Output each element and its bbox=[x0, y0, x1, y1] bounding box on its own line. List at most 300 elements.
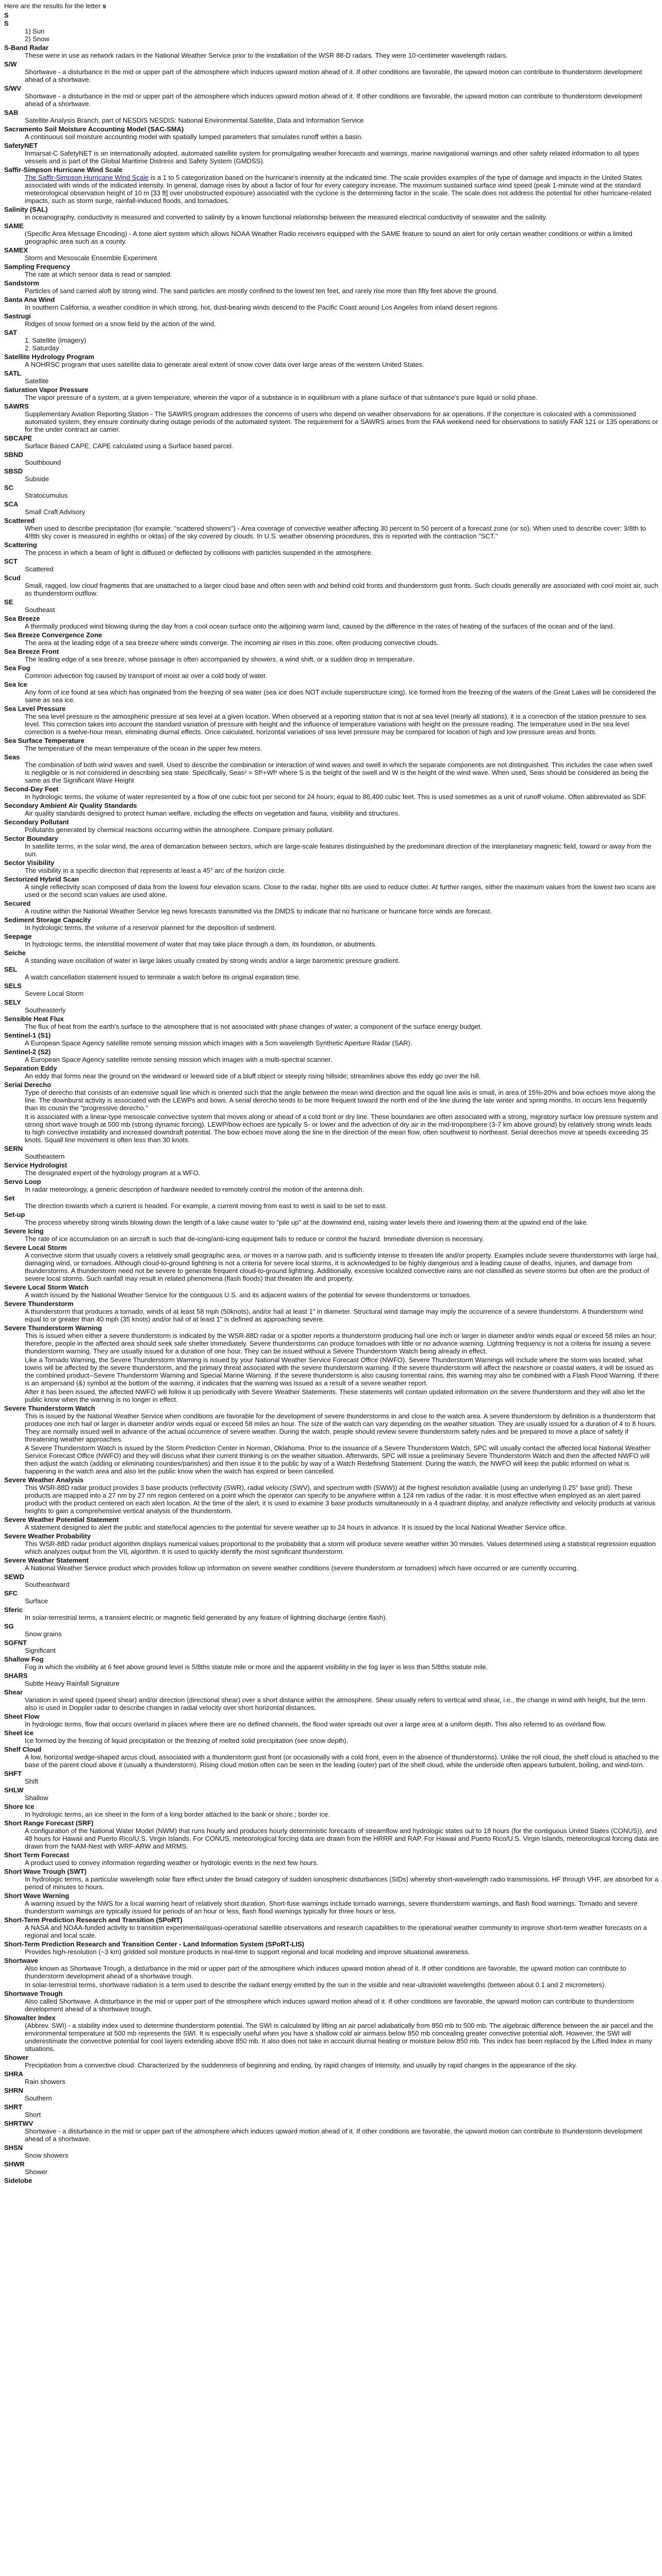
glossary-term: Second-Day Feet bbox=[4, 785, 59, 793]
glossary-definition bbox=[25, 475, 659, 483]
definition-paragraph: A statement designed to alert the public and state/local agencies to the potential for severe weather up to 24 hours in advance. It is issued by the local National Weather Service office. bbox=[25, 1523, 567, 1531]
glossary-definition bbox=[25, 1720, 659, 1728]
glossary-term: Shortwave bbox=[4, 1957, 38, 1964]
definition-text: is a 1 to 5 categorization based on the hurricane's intensity at the indicated time. The scale provides examples of the type of damage and impacts in the United States associated with winds of the indicated intensity. In general, damage rises by about a factor of four for every category increase. The maximum sustained surface wind speed (peak 1-minute wind at the standard meteorological observation height of 10 m [33 ft] over unobstructed exposure) associated with the cyclone is the determining factor in the scale. The scale does not address the potential for other hurricane-related impacts, such as storm surge, rainfall-induced floods, and tornadoes. bbox=[25, 174, 652, 205]
glossary-entry bbox=[4, 900, 659, 915]
definition-paragraph: The leading edge of a sea breeze, whose passage is often accompanied by showers, a wind shift, or a sudden drop in temperature. bbox=[25, 655, 415, 663]
definition-paragraph: The rate at which sensor data is read or sampled. bbox=[25, 270, 172, 278]
glossary-definition bbox=[25, 1948, 659, 1956]
definition-paragraph: After it has been issued, the affected NWFO will follow it up periodically with Severe Weather Statements. These statements will contain updated information on the severe thunderstorm and they will also let the public know when the warning is no longer in effect. bbox=[25, 1388, 646, 1403]
glossary-definition bbox=[25, 68, 659, 83]
definition-paragraph: In hydrologic terms, an ice sheet in the form of a long border attached to the bank or shore.; border ice. bbox=[25, 1810, 330, 1818]
glossary-definition bbox=[25, 655, 659, 663]
definition-list-item: 2) Snow bbox=[25, 35, 49, 43]
glossary-term: SCA bbox=[4, 500, 19, 508]
glossary-term: SHRTWV bbox=[4, 2120, 34, 2127]
definition-paragraph: A watch cancellation statement issued to terminate a watch before its original expiration time. bbox=[25, 973, 301, 981]
glossary-entry bbox=[4, 598, 659, 614]
glossary-term: Sensible Heat Flux bbox=[4, 1015, 64, 1023]
glossary-entry bbox=[4, 1324, 659, 1403]
glossary-entry bbox=[4, 998, 659, 1014]
glossary-entry bbox=[4, 802, 659, 817]
definition-paragraph: Shower bbox=[25, 2168, 48, 2176]
glossary-definition bbox=[25, 92, 659, 108]
glossary-definition bbox=[25, 1663, 659, 1671]
glossary-entry bbox=[4, 933, 659, 948]
definition-paragraph: A National Weather Service product which provides follow up information on severe weather conditions (severe thunderstorm or tornadoes) which have occurred or are currently occurring. bbox=[25, 1564, 578, 1572]
glossary-term: Sea Breeze Convergence Zone bbox=[4, 631, 103, 639]
definition-paragraph: These were in use as network radars in the National Weather Service prior to the installation of the WSR 88-D radars. They were 10-centimeter wavelength radars. bbox=[25, 52, 508, 59]
definition-paragraph: Like a Tornado Warning, the Severe Thunderstorm Warning is issued by your National Weather Service Forecast Office (NWFO). Severe Thunderstorm Warnings will include where the storm was located, what towns will be affected by the severe thunderstorm, and the primary threat associated with the severe thunderstorm warning. If the severe thunderstorm will affect the nearshore or coastal waters, it will be issued as the combined product--Severe Thunderstorm Warning and Special Marine Warning. If the severe thunderstorm is also causing torrential rains, this warning may also be combined with a Flash Flood Warning. If there is an ampersand (&) symbol at the bottom of the warning, it indicates that the warning was issued as a result of a severe weather report. bbox=[25, 1356, 659, 1387]
glossary-entry bbox=[4, 1892, 659, 1915]
glossary-entry bbox=[4, 681, 659, 704]
glossary-entry bbox=[4, 2160, 659, 2176]
glossary-entry bbox=[4, 1194, 659, 1210]
glossary-term: Short Term Forecast bbox=[4, 1851, 70, 1859]
glossary-definition bbox=[25, 524, 659, 540]
glossary-entry bbox=[4, 263, 659, 278]
glossary-term: Severe Thunderstorm Watch bbox=[4, 1404, 95, 1412]
glossary-entry bbox=[4, 1639, 659, 1654]
definition-paragraph: Precipitation from a convective cloud. Characterized by the suddenness of beginning and ending, by rapid changes of intensity, and usually by rapid changes in the appearance of the sky. bbox=[25, 2061, 577, 2069]
glossary-entry bbox=[4, 1916, 659, 1939]
glossary-definition bbox=[25, 394, 659, 401]
definition-paragraph: The combination of both wind waves and swell. Used to describe the combination or interaction of wind waves and swell in which the separate components are not distinguished. This includes the case when swell is negligible or is not considered in describing sea state. Specifically, Seas² = Sf²+Wf² where S is the height of the swell and W is the height of the wind wave. When used, Seas should be considered as being the same as the Significant Wave Height bbox=[25, 761, 653, 784]
glossary-definition bbox=[25, 1523, 659, 1531]
glossary-term: Severe Weather Statement bbox=[4, 1556, 89, 1564]
glossary-term: SHLW bbox=[4, 1786, 24, 1794]
glossary-entry bbox=[4, 1729, 659, 1744]
glossary-term: Scattered bbox=[4, 517, 35, 524]
glossary-entry bbox=[4, 1770, 659, 1785]
glossary-term: Seepage bbox=[4, 933, 32, 940]
glossary-entry bbox=[4, 916, 659, 931]
glossary-definition bbox=[25, 1218, 659, 1226]
definition-list-item: 2. Saturday bbox=[25, 344, 59, 352]
definition-list bbox=[25, 336, 659, 352]
glossary-definition bbox=[25, 230, 659, 245]
definition-paragraph: Southeast bbox=[25, 606, 55, 614]
glossary-term: S bbox=[4, 20, 9, 27]
glossary-term: Shallow Fog bbox=[4, 1655, 44, 1663]
glossary-definition bbox=[25, 1647, 659, 1654]
glossary-term: SBCAPE bbox=[4, 434, 32, 442]
glossary-entry bbox=[4, 2103, 659, 2119]
glossary-definition bbox=[25, 1997, 659, 2013]
glossary-entry bbox=[4, 574, 659, 597]
glossary-entry bbox=[4, 1161, 659, 1177]
glossary-definition bbox=[25, 549, 659, 556]
glossary-entry bbox=[4, 1178, 659, 1193]
glossary-definition bbox=[25, 1291, 659, 1299]
glossary-entry bbox=[4, 353, 659, 368]
glossary-term: Shower bbox=[4, 2054, 28, 2061]
glossary-entry bbox=[4, 1655, 659, 1671]
glossary-entry bbox=[4, 1283, 659, 1299]
glossary-definition bbox=[25, 287, 659, 295]
definition-paragraph: Supplementary Aviation Reporting Station - The SAWRS program addresses the concerns of users who depend on weather observations for air operations. If the conjecture is colocated with a commissioned automated system, they ensure continuity during outage periods of the automated system. The requirement for a SAWRS arises from the FAA weekend need for observations to satisfy FAR 121 or 135 operations or for the under contract air carrier. bbox=[25, 410, 658, 433]
definition-paragraph: Southbound bbox=[25, 459, 61, 466]
glossary-definition bbox=[25, 606, 659, 614]
definition-paragraph: Particles of sand carried aloft by strong wind. The sand particles are mostly confined to the lowest ten feet, and rarely rise more than fifty feet above the ground. bbox=[25, 287, 498, 295]
glossary-entry bbox=[4, 1786, 659, 1802]
glossary-definition bbox=[25, 1777, 659, 1785]
definition-paragraph: The process whereby strong winds blowing down the length of a lake cause water to "pile up" at the downwind end, raising water levels there and lowering them at the upwind end of the lake. bbox=[25, 1218, 589, 1226]
glossary-term: Short Wave Trough (SWT) bbox=[4, 1868, 87, 1875]
glossary-entry bbox=[4, 965, 659, 981]
glossary-entry bbox=[4, 835, 659, 858]
definition-paragraph: Satellite bbox=[25, 377, 49, 385]
glossary-entry bbox=[4, 1851, 659, 1867]
definition-paragraph: In radar meteorology, a generic description of hardware needed to remotely control the motion of the antenna dish. bbox=[25, 1185, 365, 1193]
glossary-entry bbox=[4, 875, 659, 899]
definition-paragraph: The direction towards which a current is headed. For example, a current moving from east to west is said to be set to east. bbox=[25, 1202, 387, 1210]
results-intro-letter: s bbox=[102, 2, 106, 10]
glossary-entry bbox=[4, 2120, 659, 2143]
glossary-entry bbox=[4, 1048, 659, 1063]
glossary-term: SGFNT bbox=[4, 1639, 27, 1647]
definition-paragraph: Ridges of snow formed on a snow field by the action of the wind. bbox=[25, 320, 216, 328]
glossary-term: Severe Local Storm bbox=[4, 1244, 67, 1251]
glossary-term: Santa Ana Wind bbox=[4, 296, 55, 303]
definition-paragraph: It is associated with a linear-type mesoscale convective system that moves along or ahead of a cold front or dry line. These boundaries are often associated with a strong, migratory surface low pressure system and strong short wave trough at 500 mb (strong dynamic forcing). LEWP/bow echoes are typically S- or lower and the advection of dry air in the mid-troposphere (3-7 km above ground) by relatively strong winds leads to high convective instability and increased downdraft potential. The bow echoes move along the line in the direction of the mean flow, often southwest to northeast. Serial derechos move at speeds exceeding 35 knots. Squall line movement is often less than 30 knots. bbox=[25, 1113, 658, 1144]
glossary-entry bbox=[4, 296, 659, 311]
glossary-term: SHFT bbox=[4, 1770, 22, 1777]
glossary-term: SAME bbox=[4, 222, 24, 230]
glossary-entry bbox=[4, 20, 659, 43]
definition-paragraph: Southeasterly bbox=[25, 1006, 66, 1014]
glossary-entry bbox=[4, 982, 659, 997]
glossary-term: Set-up bbox=[4, 1211, 25, 1218]
glossary-definition bbox=[25, 1810, 659, 1818]
glossary-definition bbox=[25, 688, 659, 704]
definition-paragraph: A NOHRSC program that uses satellite data to generate areal extent of snow cover data over large areas of the western United States. bbox=[25, 361, 424, 368]
results-intro-text: Here are the results for the letter bbox=[4, 2, 103, 10]
definition-paragraph: Shortwave - a disturbance in the mid or upper part of the atmosphere which induces upward motion ahead of it. If other conditions are favorable, the upward motion can contribute to thunderstorm development ahead of a shortwave. bbox=[25, 2127, 642, 2143]
definition-paragraph: Rain showers bbox=[25, 2078, 65, 2086]
definition-paragraph: Small Craft Advisory bbox=[25, 508, 86, 516]
definition-paragraph: Surface bbox=[25, 1597, 48, 1605]
definition-paragraph: The flux of heat from the earth's surface to the atmosphere that is not associated with phase changes of water; a component of the surface energy budget. bbox=[25, 1023, 483, 1030]
glossary-definition bbox=[25, 867, 659, 874]
glossary-definition bbox=[25, 1875, 659, 1891]
glossary-definition bbox=[25, 361, 659, 368]
glossary-entry bbox=[4, 1145, 659, 1160]
glossary-entry bbox=[4, 206, 659, 221]
glossary-term: SHRN bbox=[4, 2087, 23, 2094]
glossary-entry bbox=[4, 60, 659, 83]
glossary-definition bbox=[25, 254, 659, 262]
glossary-entry bbox=[4, 1516, 659, 1531]
glossary-entry bbox=[4, 1300, 659, 1323]
glossary-definition bbox=[25, 1794, 659, 1802]
definition-paragraph: The rate of ice accumulation on an aircraft is such that de-icing/anti-icing equipment fails to reduce or control the hazard. Immediate diversion is necessary. bbox=[25, 1235, 484, 1243]
glossary-entry bbox=[4, 1404, 659, 1475]
glossary-term: Short Range Forecast (SRF) bbox=[4, 1819, 94, 1827]
glossary-term: SHSN bbox=[4, 2144, 23, 2151]
glossary-term: Severe Thunderstorm bbox=[4, 1300, 74, 1308]
glossary-entry bbox=[4, 125, 659, 141]
glossary-entry bbox=[4, 1745, 659, 1769]
definition-paragraph: This is issued when either a severe thunderstorm is indicated by the WSR-88D radar or a spotter reports a thunderstorm producing hail one inch or larger in diameter and/or winds equal or exceed 58 miles an hour; therefore, people in the affected area should seek safe shelter immediately. Severe thunderstorms can produce tornadoes with little or no advance warning. Lightning frequency is not a criteria for issuing a severe thunderstorm warning. They are usually issued for a duration of one hour. They can be issued without a Severe Thunderstorm Watch being already in effect. bbox=[25, 1332, 657, 1355]
glossary-entry bbox=[4, 2177, 659, 2184]
glossary-definition bbox=[25, 1412, 659, 1475]
glossary-definition bbox=[25, 1332, 659, 1403]
glossary-definition bbox=[25, 52, 659, 59]
glossary-definition bbox=[25, 1564, 659, 1572]
definition-paragraph: A Severe Thunderstorm Watch is issued by the Storm Prediction Center in Norman, Oklahoma. Prior to the issuance of a Severe Thunderstorm Watch, SPC will usually contact the affected local National Weather Service Forecast Office (NWFO) and they will discuss what their current thinking is on the weather situation. Afterwards, SPC will issue a preliminary Severe Thunderstorm Watch and then the affected NWFO will then adjust the watch (adding or eliminating counties/parishes) and then issue it to the public by way of a Watch Redefining Statement. During the watch, the NWFO will keep the public informed on what is happening in the watch area and also let the public know when the watch has expired or been cancelled. bbox=[25, 1444, 651, 1475]
definition-paragraph: Also known as Shortwave Trough, a disturbance in the mid or upper part of the atmosphere which induces upward motion ahead of it. If other conditions are favorable, the upward motion can contribute to thunderstorm development ahead of a shortwave trough. bbox=[25, 1964, 626, 1980]
glossary-entry bbox=[4, 1713, 659, 1728]
glossary-term: Service Hydrologist bbox=[4, 1161, 68, 1169]
glossary-definition bbox=[25, 565, 659, 573]
glossary-definition bbox=[25, 270, 659, 278]
glossary-term: SAT bbox=[4, 329, 18, 336]
glossary-term: SEWD bbox=[4, 1573, 24, 1581]
definition-paragraph: A European Space Agency satellite remote sensing mission which images with a multi-spectral scanner. bbox=[25, 1056, 333, 1063]
glossary-term: Shore Ice bbox=[4, 1803, 35, 1810]
glossary-term: SBSD bbox=[4, 467, 23, 475]
glossary-term: Salinity (SAL) bbox=[4, 206, 48, 213]
definition-paragraph: In hydrologic terms, the volume of water represented by a flow of one cubic foot per second for 24 hours; equal to 86,400 cubic feet. This is used sometimes as a unit of runoff volume. Often abbreviated as SDF. bbox=[25, 793, 647, 801]
definition-paragraph: A low, horizontal wedge-shaped arcus cloud, associated with a thunderstorm gust front (or occasionally with a cold front, even in the absence of thunderstorms). Unlike the roll cloud, the shelf cloud is attached to the base of the parent cloud above it (usually a thunderstorm). Rising cloud motion often can be seen in the leading (outer) part of the shelf cloud, while the underside often appears turbulent, boiling, and wind-torn. bbox=[25, 1753, 659, 1769]
glossary-term: Sheet Flow bbox=[4, 1713, 40, 1720]
definition-paragraph: A watch issued by the National Weather Service for the contiguous U.S. and its adjacent waters of the potential for severe thunderstorms or tornadoes. bbox=[25, 1291, 472, 1299]
definition-paragraph: (Abbrev. SWI) - a stability index used to determine thunderstorm potential. The SWI is calculated by lifting an air parcel adiabatically from 850 mb to 500 mb. The algebraic difference between the air parcel and the environmental temperature at 500 mb represents the SWI. It is especially useful when you have a shallow cold air airmass below 850 mb concealing greater convective potential aloft. However, the SWI will underestimate the convective potential for cool layers extending above 850 mb. It also does not take in account diurnal heating or moisture below 850 mb. This index has been replaced by the Lifted Index in many situations. bbox=[25, 2022, 653, 2053]
glossary-term: Severe Weather Potential Statement bbox=[4, 1516, 119, 1523]
definition-paragraph: In satellite terms, in the solar wind, the area of demarcation between sectors, which are large-scale features distinguished by the predominant direction of the interplanetary magnetic field, toward or away from the sun. bbox=[25, 842, 652, 858]
results-intro bbox=[4, 2, 659, 10]
glossary-definition bbox=[25, 1006, 659, 1014]
glossary-term: Short Wave Warning bbox=[4, 1892, 70, 1900]
definition-paragraph: A product used to convey information regarding weather or hydrologic events in the next few hours. bbox=[25, 1859, 319, 1867]
glossary-entries bbox=[4, 20, 659, 2184]
glossary-term: Severe Local Storm Watch bbox=[4, 1283, 89, 1291]
glossary-entry bbox=[4, 434, 659, 450]
definition-paragraph bbox=[25, 174, 659, 205]
definition-paragraph: Shift bbox=[25, 1777, 39, 1785]
glossary-definition bbox=[25, 303, 659, 311]
glossary-definition bbox=[25, 639, 659, 647]
glossary-term: S/W bbox=[4, 60, 17, 68]
glossary-definition bbox=[25, 826, 659, 834]
glossary-term: SG bbox=[4, 1622, 14, 1630]
glossary-term: Sheet Ice bbox=[4, 1729, 34, 1737]
definition-paragraph: Southern bbox=[25, 2094, 52, 2102]
definition-paragraph: The area at the leading edge of a sea breeze where winds converge. The incoming air rises in this zone, often producing convective clouds. bbox=[25, 639, 439, 647]
definition-paragraph: When used to describe precipitation (for example: "scattered showers") - Area coverage of convective weather affecting 30 percent to 50 percent of a forecast zone (or so). When used to describe cover: 3/8th to 4/8th sky cover is measured in eighths or oktas) of the sky covered by clouds. In U.S. weather observing procedures, this is reported with the contraction "SCT." bbox=[25, 524, 646, 540]
definition-paragraph: This WSR-88D radar product provides 3 base products (reflectivity (SWR), radial velocity (SWV), and spectrum width (SWW)) at the highest resolution available (using an underlying 0.25° base grid). These products are mapped into a 27 nm by 27 nm region centered on a point which the operator can specify to be anywhere within a 124 nm radius of the radar. It is most effective when employed as an alert paired product with the product centered on each alert location. At the time of the alert, it is used to examine 3 base products simultaneously in a 4 quadrant display, and analyze reflectivity and velocity products at various heights to gain a comprehensive vertical analysis of the thunderstorm. bbox=[25, 1484, 656, 1515]
definition-paragraph: The visibility in a specific direction that represents at least a 45° arc of the horizon circle. bbox=[25, 867, 286, 874]
glossary-entry bbox=[4, 142, 659, 165]
glossary-definition bbox=[25, 1023, 659, 1030]
glossary-entry bbox=[4, 785, 659, 801]
glossary-term: Sector Visibility bbox=[4, 859, 55, 867]
glossary-definition bbox=[25, 2094, 659, 2102]
glossary-definition bbox=[25, 907, 659, 915]
glossary-definition bbox=[25, 713, 659, 736]
definition-paragraph: Snow grains bbox=[25, 1630, 62, 1638]
glossary-entry bbox=[4, 541, 659, 556]
glossary-definition bbox=[25, 442, 659, 450]
definition-paragraph: Small, ragged, low cloud fragments that are unattached to a larger cloud base and often seen with and behind cold fronts and thunderstorm gust fronts. Such clouds generally are associated with cool moist air, such as thunderstorm outflow. bbox=[25, 582, 658, 597]
glossary-definition bbox=[25, 2022, 659, 2053]
glossary-definition bbox=[25, 809, 659, 817]
glossary-definition bbox=[25, 1630, 659, 1638]
glossary-term: Sector Boundary bbox=[4, 835, 58, 842]
glossary-definition bbox=[25, 1308, 659, 1323]
glossary-entry bbox=[4, 1672, 659, 1687]
glossary-definition bbox=[25, 1680, 659, 1687]
glossary-definition bbox=[25, 149, 659, 165]
glossary-definition bbox=[25, 1072, 659, 1080]
glossary-entry bbox=[4, 859, 659, 874]
glossary-definition bbox=[25, 1235, 659, 1243]
definition-paragraph: In solar-terrestrial terms, shortwave radiation is a term used to describe the radiant energy emitted by the sun in the visible and near-ultraviolet wavelengths (between about 0.1 and 2 micrometers). bbox=[25, 1981, 606, 1989]
glossary-entry bbox=[4, 1606, 659, 1621]
definition-list bbox=[25, 27, 659, 43]
glossary-term: SC bbox=[4, 484, 14, 492]
glossary-entry bbox=[4, 1244, 659, 1282]
definition-paragraph: Inmarsat-C SafetyNET is an internationally adopted, automated satellite system for promulgating weather forecasts and warnings, marine navigational warnings and other safety related information to all types vessels and is part of the Global Maritime Distress and Safety System (GMDSS). bbox=[25, 149, 639, 165]
glossary-term: Shear bbox=[4, 1688, 23, 1696]
definition-paragraph: An eddy that forms near the ground on the windward or leeward side of a bluff object or steeply rising hillside; streamlines above this eddy go over the hill. bbox=[25, 1072, 481, 1080]
definition-paragraph: A NASA and NOAA-funded activity to transition experimental/quasi-operational satellite observations and research capabilities to the operational weather community to improve short-term weather forecasts on a regional and local scale. bbox=[25, 1924, 647, 1939]
glossary-term: Showalter Index bbox=[4, 2014, 56, 2022]
glossary-entry bbox=[4, 1688, 659, 1711]
glossary-entry bbox=[4, 664, 659, 680]
glossary-term: Severe Weather Analysis bbox=[4, 1476, 84, 1484]
glossary-term: SHRT bbox=[4, 2103, 23, 2111]
glossary-entry bbox=[4, 1803, 659, 1818]
glossary-definition bbox=[25, 508, 659, 516]
glossary-term: SATL bbox=[4, 369, 21, 377]
glossary-definition bbox=[25, 1597, 659, 1605]
glossary-definition bbox=[25, 793, 659, 801]
glossary-entry bbox=[4, 1064, 659, 1080]
glossary-term: Short-Term Prediction Research and Transition (SPoRT) bbox=[4, 1916, 183, 1924]
glossary-definition bbox=[25, 116, 659, 124]
glossary-term: SEL bbox=[4, 965, 18, 973]
glossary-definition bbox=[25, 940, 659, 948]
definition-paragraph: Shortwave - a disturbance in the mid or upper part of the atmosphere which induces upward motion ahead of it. If other conditions are favorable, the upward motion can contribute to thunderstorm development ahead of a shortwave. bbox=[25, 92, 642, 108]
definition-paragraph: In solar-terrestrial terms, a transient electric or magnetic field generated by any feature of lightning discharge (entire flash). bbox=[25, 1614, 388, 1621]
glossary-term: Sectorized Hybrid Scan bbox=[4, 875, 79, 883]
glossary-entry bbox=[4, 1573, 659, 1588]
definition-paragraph: Stratocumulus bbox=[25, 492, 68, 499]
definition-paragraph: In hydrologic terms, flow that occurs overland in places where there are no defined channels, the flood water spreads out over a large area at a uniform depth. This also referred to as overland flow. bbox=[25, 1720, 606, 1728]
glossary-definition bbox=[25, 842, 659, 858]
glossary-term: Scattering bbox=[4, 541, 37, 549]
glossary-entry bbox=[4, 2014, 659, 2053]
glossary-definition bbox=[25, 213, 659, 221]
glossary-definition bbox=[25, 924, 659, 931]
glossary-definition bbox=[25, 1614, 659, 1621]
glossary-definition bbox=[25, 1251, 659, 1282]
glossary-entry bbox=[4, 84, 659, 108]
glossary-definition bbox=[25, 2111, 659, 2119]
glossary-definition bbox=[25, 1924, 659, 1939]
definition-paragraph: Southeastern bbox=[25, 1153, 65, 1160]
definition-paragraph: Shallow bbox=[25, 1794, 48, 1802]
glossary-term: SE bbox=[4, 598, 13, 606]
definition-paragraph: Type of derecho that consists of an extensive squall line which is oriented such that the angle between the mean wind direction and the squall line axis is small, in area of 15%-20% and bow echoes move along the line. The downburst activity is associated with the LEWPs and bows. A serial derecho tends to be more frequent toward the north end of the line during the late winter and spring months. In occurs less frequently than its cousin the "progressive derecho." bbox=[25, 1089, 656, 1112]
glossary-entry bbox=[4, 517, 659, 540]
glossary-term: Saffir-Simpson Hurricane Wind Scale bbox=[4, 166, 123, 174]
glossary-definition bbox=[25, 990, 659, 997]
glossary-entry bbox=[4, 705, 659, 736]
glossary-entry bbox=[4, 500, 659, 516]
glossary-term: SHWR bbox=[4, 2160, 25, 2168]
glossary-term: SAWRS bbox=[4, 402, 29, 410]
glossary-term: SELS bbox=[4, 982, 22, 990]
definition-paragraph: In hydrologic terms, a particular wavelength solar flare effect under the broad category of sudden ionospheric disturbances (SIDs) whereby short-wavelength radio transmissions, HF through VHF, are absorbed for a period of minutes to hours. bbox=[25, 1875, 658, 1891]
glossary-entry bbox=[4, 1589, 659, 1605]
glossary-entry bbox=[4, 1227, 659, 1243]
glossary-entry bbox=[4, 312, 659, 328]
glossary-entry bbox=[4, 1015, 659, 1030]
definition-paragraph: Storm and Mesoscale Ensemble Experiment bbox=[25, 254, 157, 262]
glossary-definition bbox=[25, 1753, 659, 1769]
glossary-entry bbox=[4, 386, 659, 401]
definition-paragraph: A European Space Agency satellite remote sensing mission which images with a 5cm wavelength Synthetic Aperture Radar (SAR). bbox=[25, 1039, 412, 1047]
definition-paragraph: The vapor pressure of a system, at a given temperature, wherein the vapor of a substance is in equilibrium with a plane surface of that substance's pure liquid or solid phase. bbox=[25, 394, 538, 401]
glossary-entry bbox=[4, 166, 659, 205]
definition-paragraph: Satellite Analysis Branch, part of NESDIS NESDIS: National Environmental Satellite, Data and Information Service bbox=[25, 116, 364, 124]
glossary-definition bbox=[25, 1581, 659, 1588]
glossary-entry bbox=[4, 2144, 659, 2159]
definition-paragraph: Provides high-resolution (~3 km) gridded soil moisture products in real-time to support regional and local modeling and improve situational awareness. bbox=[25, 1948, 470, 1956]
glossary-definition bbox=[25, 2078, 659, 2086]
glossary-term: Sentinel-2 (S2) bbox=[4, 1048, 51, 1056]
glossary-term: Severe Thunderstorm Warning bbox=[4, 1324, 102, 1332]
glossary-definition bbox=[25, 1859, 659, 1867]
definition-paragraph: A continuous soil moisture accounting model with spatially lumped parameters that simulates runoff within a basin. bbox=[25, 133, 363, 141]
glossary-entry bbox=[4, 369, 659, 385]
glossary-term: Saturation Vapor Pressure bbox=[4, 386, 89, 394]
glossary-term: Sastrugi bbox=[4, 312, 31, 320]
glossary-entry bbox=[4, 1211, 659, 1226]
definition-paragraph: Ice formed by the freezing of liquid precipitation or the freezing of melted solid precipitation (see snow depth). bbox=[25, 1737, 349, 1744]
glossary-term: Sandstorm bbox=[4, 279, 39, 287]
glossary-entry bbox=[4, 557, 659, 573]
glossary-entry bbox=[4, 631, 659, 647]
glossary-entry bbox=[4, 246, 659, 262]
glossary-entry bbox=[4, 451, 659, 466]
definition-paragraph: A single reflectivity scan composed of data from the lowest four elevation scans. Close to the radar, higher tilts are used to reduce clutter. At further ranges, either the maximum values from the lowest two scans are used or the second scan values are used alone. bbox=[25, 883, 656, 899]
definition-paragraph: The process in which a beam of light is diffused or deflected by collisions with particles suspended in the atmosphere. bbox=[25, 549, 373, 556]
glossary-definition bbox=[25, 1202, 659, 1210]
glossary-entry bbox=[4, 279, 659, 295]
definition-paragraph: Subside bbox=[25, 475, 49, 483]
glossary-entry bbox=[4, 329, 659, 352]
glossary-term: Severe Weather Probability bbox=[4, 1532, 91, 1540]
glossary-definition bbox=[25, 320, 659, 328]
glossary-term: Sea Level Pressure bbox=[4, 705, 66, 713]
glossary-definition bbox=[25, 1169, 659, 1177]
glossary-term: SBND bbox=[4, 451, 23, 459]
glossary-entry bbox=[4, 737, 659, 752]
glossary-term: S/WV bbox=[4, 84, 22, 92]
definition-list-item: 1. Satellite (imagery) bbox=[25, 336, 87, 344]
glossary-term: SFC bbox=[4, 1589, 18, 1597]
glossary-entry bbox=[4, 1532, 659, 1555]
definition-link[interactable]: The Saffir-Simpson Hurricane Wind Scale bbox=[25, 174, 149, 181]
glossary-definition bbox=[25, 1964, 659, 1989]
glossary-definition bbox=[25, 1696, 659, 1711]
glossary-definition bbox=[25, 2168, 659, 2176]
glossary-term: SHRA bbox=[4, 2070, 23, 2078]
